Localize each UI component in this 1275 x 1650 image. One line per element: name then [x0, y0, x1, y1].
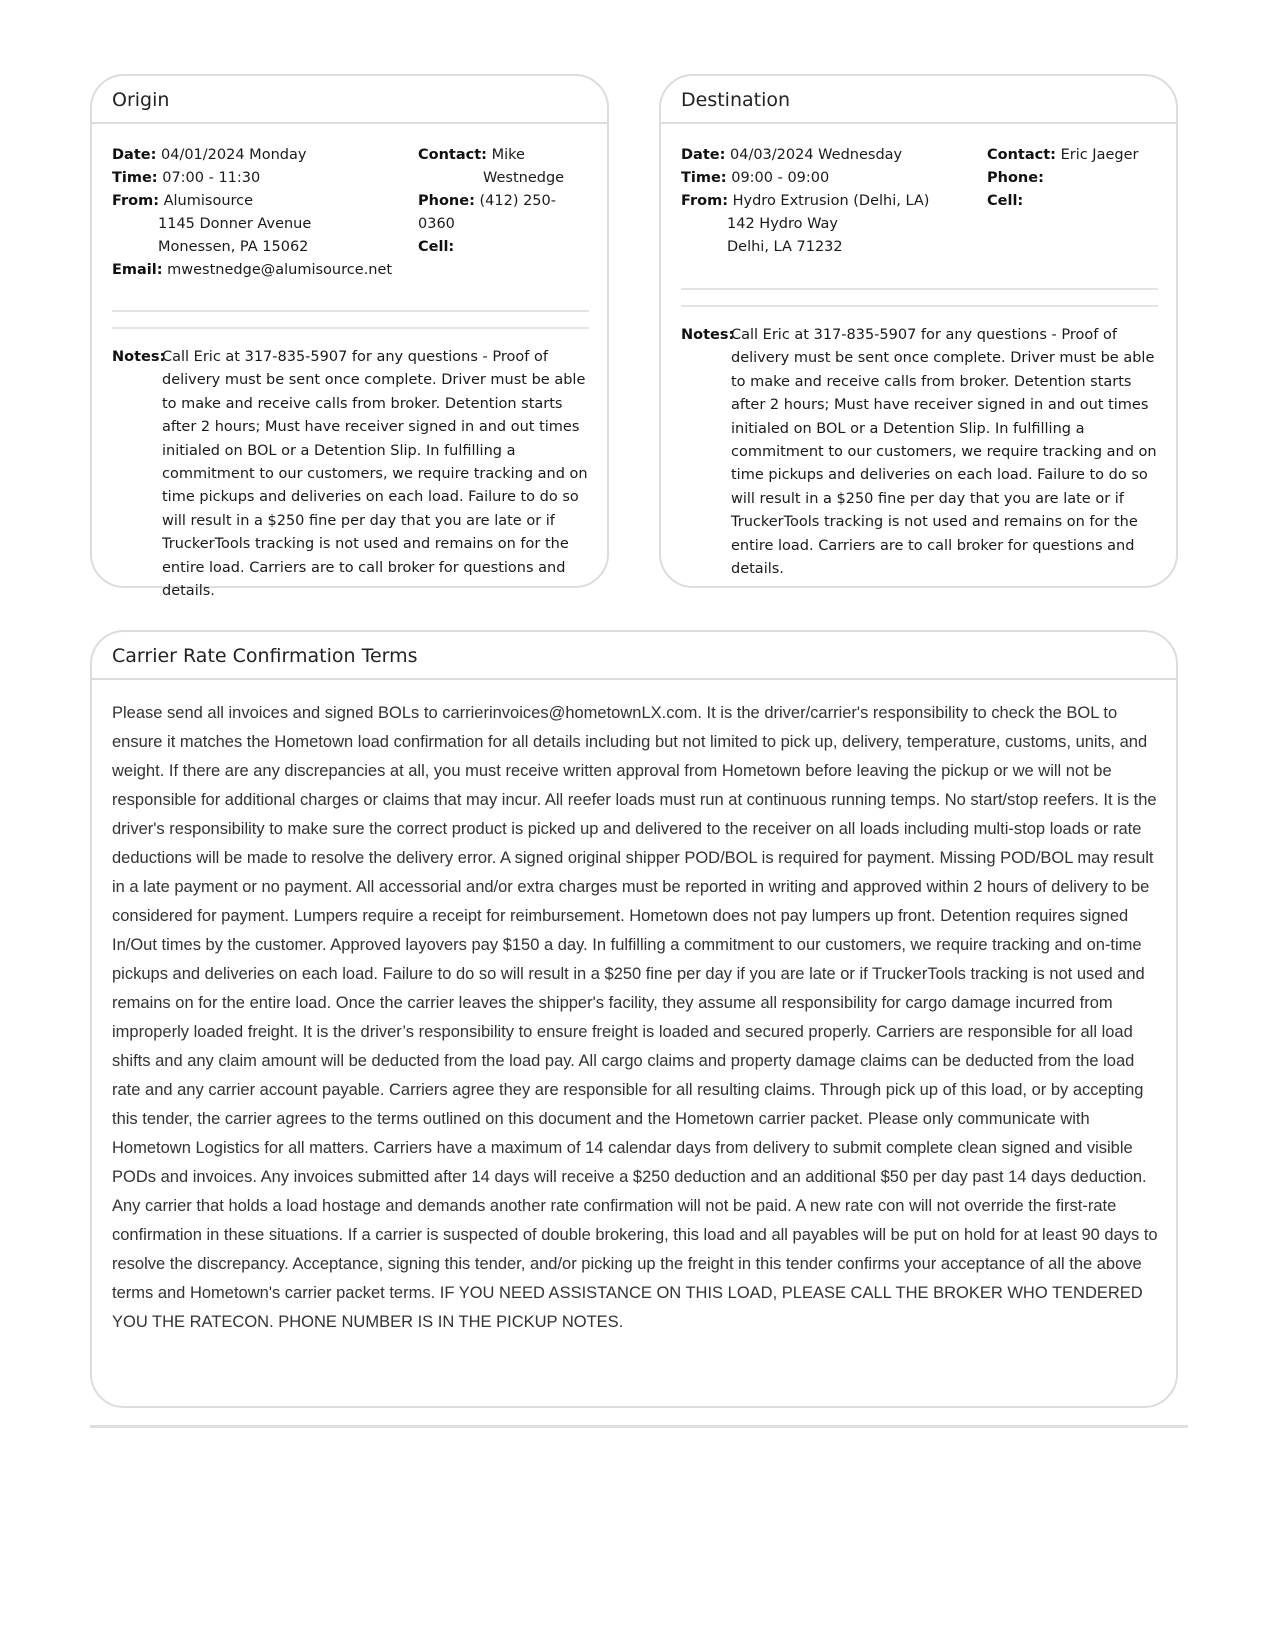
time-label: Time:	[681, 170, 727, 186]
cell-label: Cell:	[418, 239, 455, 255]
origin-cell	[418, 236, 589, 259]
origin-right-column	[418, 144, 589, 259]
origin-address-line1: 1145 Donner Avenue	[158, 216, 312, 232]
destination-right-column	[987, 144, 1138, 213]
origin-date	[112, 144, 392, 167]
origin-contact	[418, 144, 589, 167]
email-value: mwestnedge@alumisource.net	[167, 262, 393, 278]
destination-card	[659, 74, 1178, 588]
time-value: 09:00 - 09:00	[731, 170, 830, 186]
phone-label: Phone:	[987, 170, 1044, 186]
origin-card	[90, 74, 609, 600]
terms-title: Carrier Rate Confirmation Terms	[92, 632, 1176, 680]
origin-left-column	[112, 144, 392, 282]
date-label: Date:	[112, 147, 157, 163]
cell-label: Cell:	[987, 193, 1024, 209]
from-name: Alumisource	[163, 193, 254, 209]
phone-value: (412) 250-0360	[418, 193, 556, 232]
contact-label: Contact:	[418, 147, 487, 163]
destination-notes	[681, 324, 1158, 581]
origin-address-line2: Monessen, PA 15062	[158, 239, 309, 255]
time-label: Time:	[112, 170, 158, 186]
date-label: Date:	[681, 147, 726, 163]
email-label: Email:	[112, 262, 163, 278]
from-label: From:	[112, 193, 159, 209]
destination-cell	[987, 190, 1138, 213]
destination-time	[681, 167, 929, 190]
notes-text: Call Eric at 317-835-5907 for any questions - Proof of delivery must be sent once complete. Driver must be able to make and receive calls from broker. Detention starts after 2 hours; Must have receiver signed in and out times initialed on BOL or a Detention Slip. In fulfilling a commitment to our customers, we require tracking and on time pickups and deliveries on each load. Failure to do so will result in a $250 fine per day that you are late or if TruckerTools tracking is not used and remains on for the entire load. Carriers are to call broker for questions and details.	[731, 327, 1157, 578]
destination-divider-2	[681, 305, 1158, 307]
notes-label: Notes:	[681, 327, 735, 343]
origin-from	[112, 190, 392, 213]
destination-title: Destination	[661, 76, 1176, 124]
contact-label: Contact:	[987, 147, 1056, 163]
bottom-divider	[90, 1425, 1188, 1428]
origin-fields	[112, 124, 589, 294]
notes-label: Notes:	[112, 349, 166, 365]
from-name: Hydro Extrusion (Delhi, LA)	[732, 193, 930, 209]
destination-date	[681, 144, 929, 167]
notes-text: Call Eric at 317-835-5907 for any questions - Proof of delivery must be sent once complete. Driver must be able to make and receive calls from broker. Detention starts after 2 hours; Must have receiver signed in and out times initialed on BOL or a Detention Slip. In fulfilling a commitment to our customers, we require tracking and on time pickups and deliveries on each load. Failure to do so will result in a $250 fine per day that you are late or if TruckerTools tracking is not used and remains on for the entire load. Carriers are to call broker for questions and details.	[162, 349, 588, 600]
destination-from	[681, 190, 929, 213]
origin-divider-2	[112, 327, 589, 329]
from-label: From:	[681, 193, 728, 209]
origin-time	[112, 167, 392, 190]
time-value: 07:00 - 11:30	[162, 170, 261, 186]
phone-label: Phone:	[418, 193, 475, 209]
origin-phone	[418, 190, 589, 236]
destination-phone	[987, 167, 1138, 190]
destination-address-line2: Delhi, LA 71232	[727, 239, 843, 255]
contact-value: Eric Jaeger	[1060, 147, 1139, 163]
date-value: 04/01/2024 Monday	[161, 147, 307, 163]
terms-card	[90, 630, 1178, 1408]
origin-notes	[112, 346, 589, 603]
destination-address-line1: 142 Hydro Way	[727, 216, 838, 232]
destination-divider-1	[681, 288, 1158, 290]
origin-title: Origin	[92, 76, 607, 124]
origin-email	[112, 259, 392, 282]
terms-text: Please send all invoices and signed BOLs to carrierinvoices@hometownLX.com. It is the driver/carrier's responsibility to check the BOL to ensure it matches the Hometown load confirmation for all details including but not limited to pick up, delivery, temperature, customs, units, and weight. If there are any discrepancies at all, you must receive written approval from Hometown before leaving the pickup or we will not be responsible for additional charges or claims that may incur. All reefer loads must run at continuous running temps. No start/stop reefers. It is the driver's responsibility to make sure the correct product is picked up and delivered to the receiver on all loads including multi-stop loads or rate deductions will be made to resolve the delivery error. A signed original shipper POD/BOL is required for payment. Missing POD/BOL may result in a late payment or no payment. All accessorial and/or extra charges must be reported in writing and approved within 2 hours of delivery to be considered for payment. Lumpers require a receipt for reimbursement. Hometown does not pay lumpers up front. Detention requires signed In/Out times by the customer. Approved layovers pay $150 a day. In fulfilling a commitment to our customers, we require tracking and on-time pickups and deliveries on each load. Failure to do so will result in a $250 fine per day if you are late or if TruckerTools tracking is not used and remains on for the entire load. Once the carrier leaves the shipper's facility, they assume all responsibility for cargo damage incurred from improperly loaded freight. It is the driver’s responsibility to ensure freight is loaded and secured properly. Carriers are responsible for all load shifts and any claim amount will be deducted from the load pay. All cargo claims and property damage claims can be deducted from the load rate and any carrier account payable. Carriers agree they are responsible for all resulting claims. Through pick up of this load, or by accepting this tender, the carrier agrees to the terms outlined on this document and the Hometown carrier packet. Please only communicate with Hometown Logistics for all matters. Carriers have a maximum of 14 calendar days from delivery to submit complete clean signed and visible PODs and invoices. Any invoices submitted after 14 days will receive a $250 deduction and an additional $50 per day past 14 days deduction. Any carrier that holds a load hostage and demands another rate confirmation will not be paid. A new rate con will not override the first-rate confirmation in these situations. If a carrier is suspected of double brokering, this load and all payables will be put on hold for at least 90 days to resolve the discrepancy. Acceptance, signing this tender, and/or picking up the freight in this tender confirms your acceptance of all the above terms and Hometown's carrier packet terms. IF YOU NEED ASSISTANCE ON THIS LOAD, PLEASE CALL THE BROKER WHO TENDERED YOU THE RATECON. PHONE NUMBER IS IN THE PICKUP NOTES.	[112, 704, 1158, 1331]
destination-contact	[987, 144, 1138, 167]
destination-fields	[681, 124, 1158, 272]
date-value: 04/03/2024 Wednesday	[730, 147, 903, 163]
origin-contact-line2: Westnedge	[483, 170, 565, 186]
origin-divider-1	[112, 310, 589, 312]
destination-left-column	[681, 144, 929, 259]
contact-value: Mike	[491, 147, 525, 163]
